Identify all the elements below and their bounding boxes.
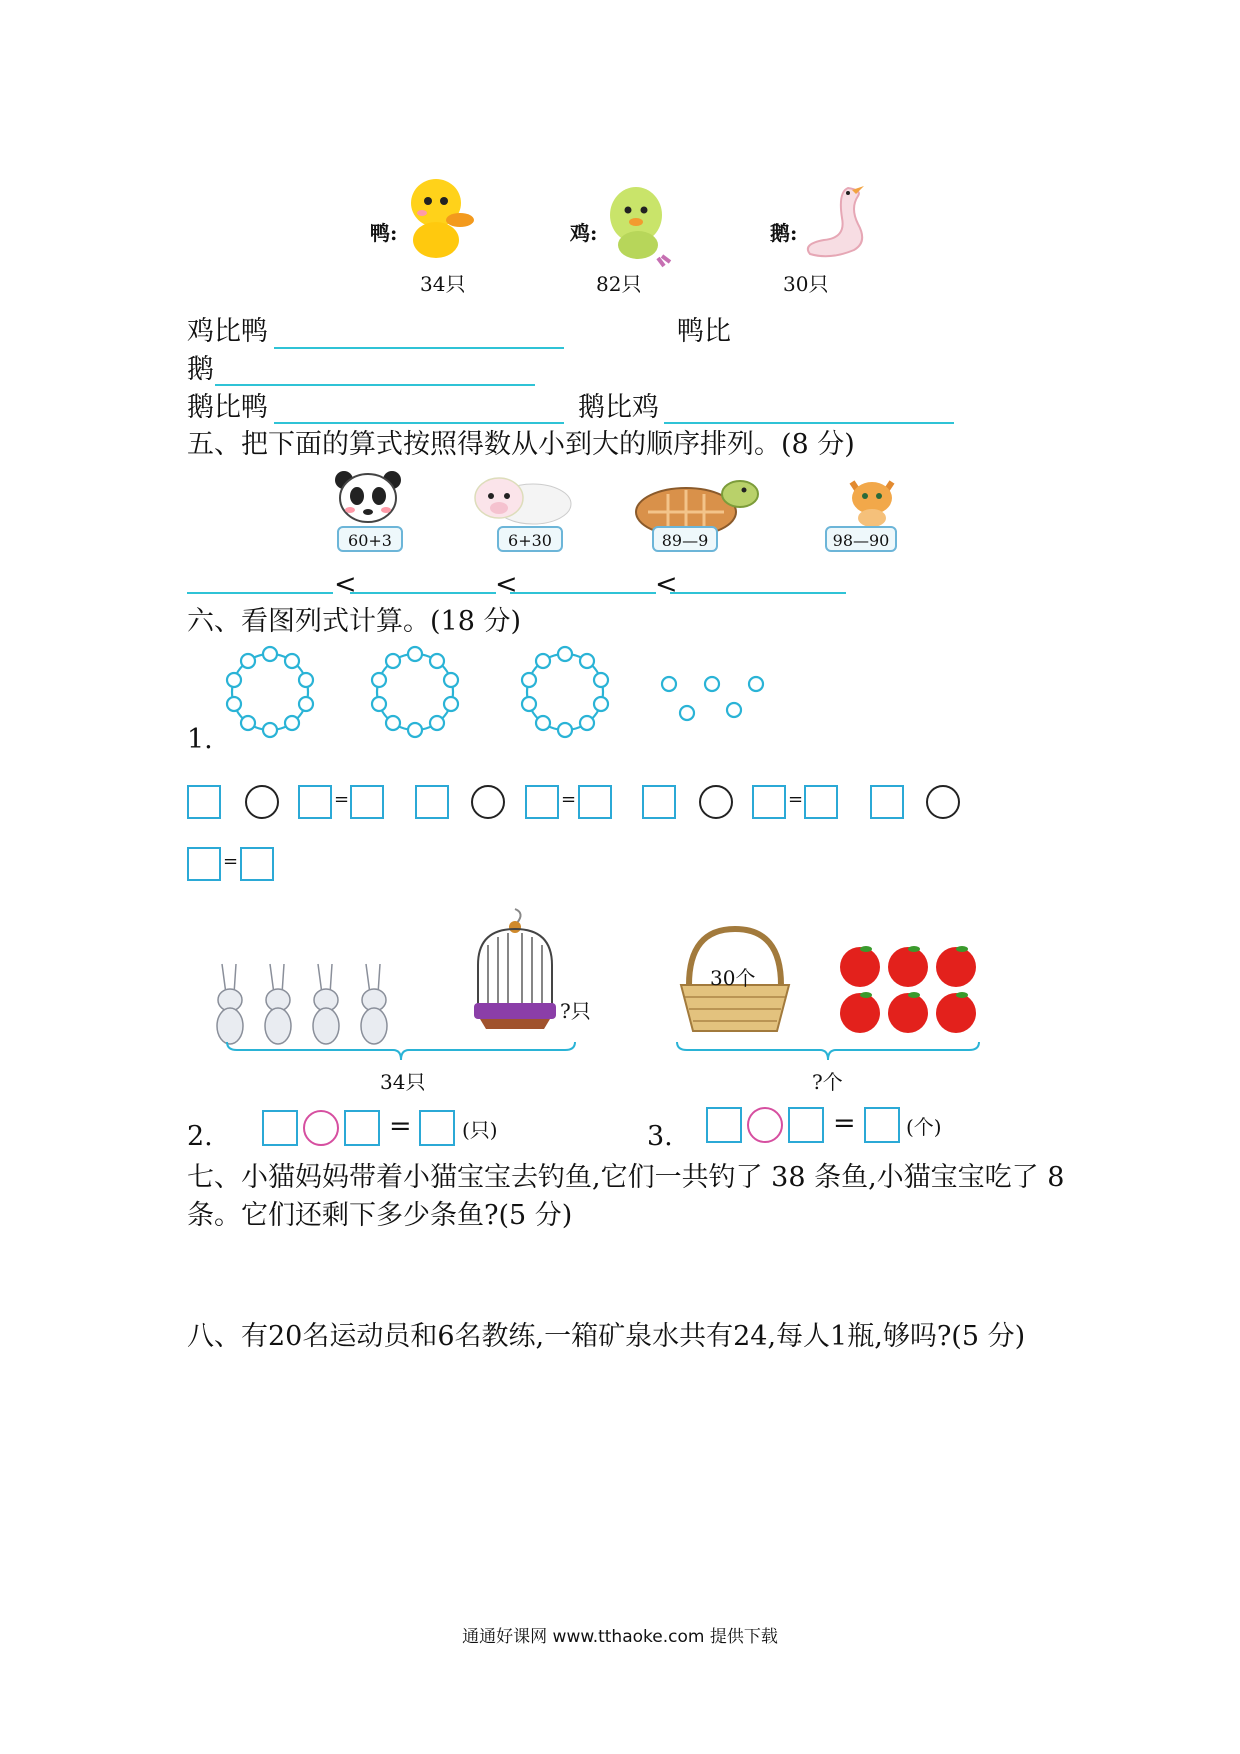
answer-box[interactable]: [864, 1107, 900, 1143]
page-footer: 通通好课网 www.tthaoke.com 提供下载: [462, 1627, 778, 1647]
compare-duck-goose-blank[interactable]: [215, 384, 535, 386]
duck-icon: [400, 165, 475, 260]
problem-2-total: 34只: [380, 1070, 426, 1094]
problem-3-number: 3.: [647, 1121, 673, 1152]
compare-goose-duck-blank[interactable]: [274, 422, 564, 424]
problem-2-number: 2.: [187, 1121, 213, 1152]
order-blank-2[interactable]: [350, 592, 496, 594]
operator-circle[interactable]: [747, 1107, 783, 1143]
problem-1-number: 1.: [187, 724, 213, 755]
chicken-count: 82只: [596, 272, 642, 296]
chicken-label: 鸡:: [570, 221, 598, 245]
bead-ring-3: [510, 645, 620, 755]
operator-circle[interactable]: [303, 1110, 339, 1146]
order-blank-3[interactable]: [510, 592, 656, 594]
basket-count: 30个: [710, 966, 756, 990]
compare-goose-duck-label: 鹅比鸭: [187, 392, 268, 423]
expression-tag-2: 6+30: [497, 526, 563, 552]
less-than-3: <: [655, 569, 678, 600]
answer-box[interactable]: [298, 785, 332, 819]
rabbits-icon: [210, 960, 410, 1050]
equals-sign: =: [833, 1108, 856, 1139]
compare-goose-chicken-label: 鹅比鸡: [578, 392, 659, 423]
answer-box[interactable]: [262, 1110, 298, 1146]
answer-box[interactable]: [419, 1110, 455, 1146]
answer-box[interactable]: [870, 785, 904, 819]
q7-text: 七、小猫妈妈带着小猫宝宝去钓鱼,它们一共钓了 38 条鱼,小猫宝宝吃了 8 条。它们还剩下多少条鱼?(5 分): [187, 1162, 1065, 1231]
goose-label: 鹅:: [770, 221, 798, 245]
answer-box[interactable]: [642, 785, 676, 819]
bracket-problem-2: [225, 1040, 580, 1062]
equals-sign: =: [334, 789, 350, 810]
duck-count: 34只: [420, 272, 466, 296]
answer-box[interactable]: [752, 785, 786, 819]
duck-label: 鸭:: [370, 221, 398, 245]
operator-circle[interactable]: [245, 785, 279, 819]
equals-sign: =: [561, 789, 577, 810]
less-than-2: <: [495, 569, 518, 600]
equals-sign: =: [389, 1111, 412, 1142]
unit-label: (个): [906, 1115, 942, 1139]
chicken-icon: [600, 180, 675, 270]
operator-circle[interactable]: [699, 785, 733, 819]
answer-box[interactable]: [788, 1107, 824, 1143]
compare-chicken-duck-blank[interactable]: [274, 347, 564, 349]
cage-unknown-label: ?只: [560, 999, 591, 1023]
operator-circle[interactable]: [926, 785, 960, 819]
expression-tag-1: 60+3: [337, 526, 403, 552]
compare-duck-label: 鸭比: [677, 316, 731, 347]
birdcage-icon: [470, 905, 560, 1035]
bracket-problem-3: [675, 1040, 985, 1062]
answer-box[interactable]: [415, 785, 449, 819]
loose-beads: [655, 670, 775, 730]
sheep-icon: [465, 472, 575, 528]
order-blank-4[interactable]: [670, 592, 846, 594]
goose-icon: [800, 180, 880, 260]
answer-box[interactable]: [350, 785, 384, 819]
equals-sign: =: [223, 851, 239, 872]
expression-tag-3: 89—9: [652, 526, 718, 552]
answer-box[interactable]: [187, 847, 221, 881]
q6-title: 六、看图列式计算。(18 分): [187, 606, 522, 637]
equals-sign: =: [788, 789, 804, 810]
answer-box[interactable]: [804, 785, 838, 819]
operator-circle[interactable]: [471, 785, 505, 819]
answer-box[interactable]: [578, 785, 612, 819]
problem-3-total: ?个: [812, 1070, 843, 1094]
compare-goose-chicken-blank[interactable]: [664, 422, 954, 424]
answer-box[interactable]: [706, 1107, 742, 1143]
compare-chicken-duck-label: 鸡比鸭: [187, 316, 268, 347]
order-blank-1[interactable]: [187, 592, 333, 594]
answer-box[interactable]: [187, 785, 221, 819]
q5-title: 五、把下面的算式按照得数从小到大的顺序排列。(8 分): [187, 429, 855, 460]
goose-count: 30只: [783, 272, 829, 296]
panda-icon: [330, 468, 410, 528]
bead-ring-1: [215, 645, 325, 755]
unit-label: (只): [462, 1118, 498, 1142]
expression-tag-4: 98—90: [825, 526, 897, 552]
apples-icon: [838, 945, 983, 1035]
bead-ring-2: [360, 645, 470, 755]
answer-box[interactable]: [525, 785, 559, 819]
answer-box[interactable]: [344, 1110, 380, 1146]
compare-goose-label: 鹅: [187, 354, 214, 385]
q8-text: 八、有20名运动员和6名教练,一箱矿泉水共有24,每人1瓶,够吗?(5 分): [187, 1321, 1026, 1352]
cat-icon: [842, 474, 902, 528]
less-than-1: <: [334, 569, 357, 600]
answer-box[interactable]: [240, 847, 274, 881]
